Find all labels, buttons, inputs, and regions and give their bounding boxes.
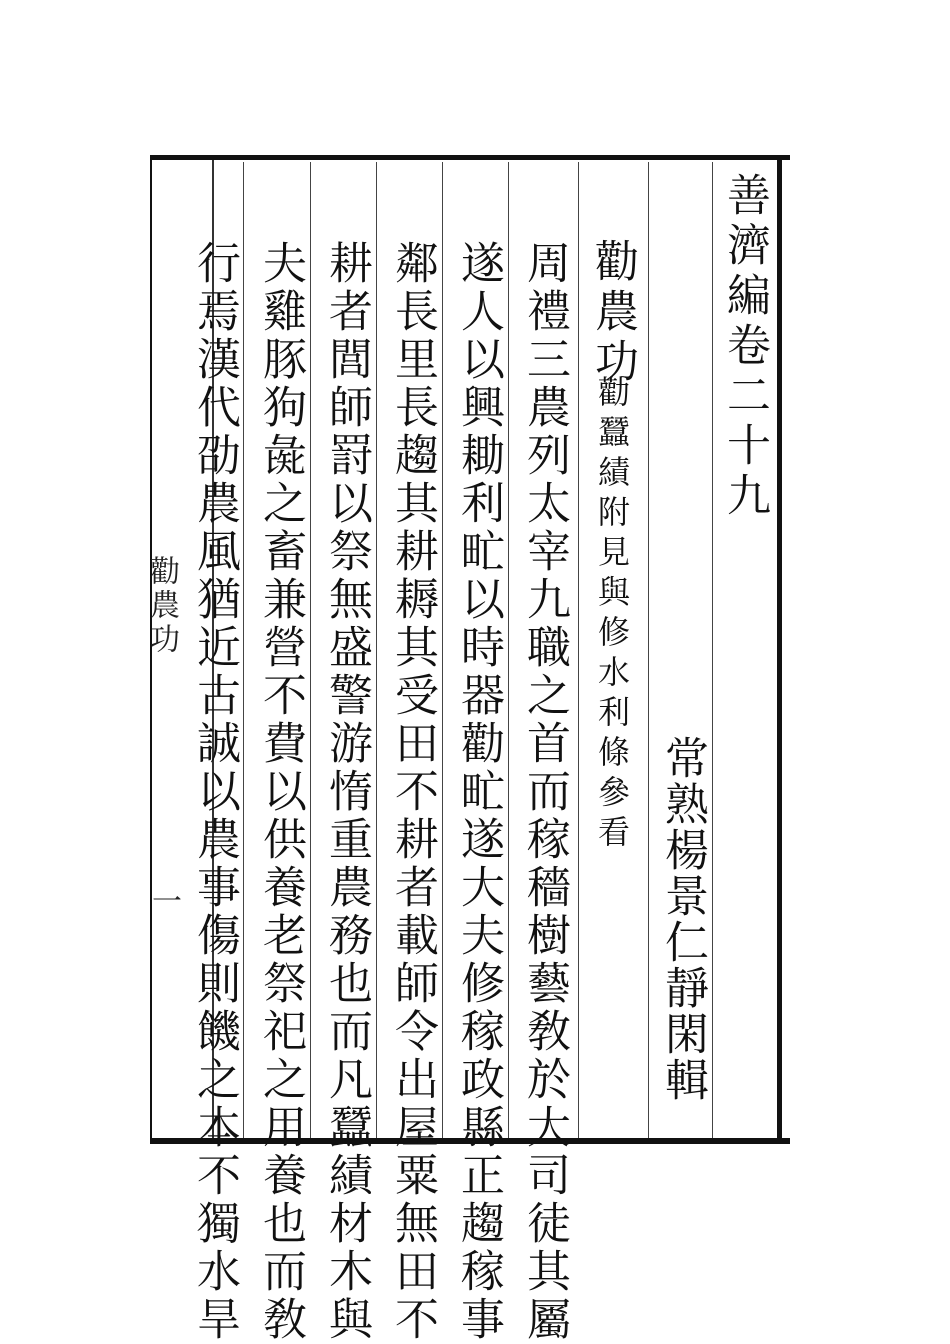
fold-margin-label: 勸農功 [144, 555, 179, 657]
column-separator [310, 162, 311, 1138]
volume-title: 善濟編卷二十九 [719, 172, 770, 522]
column-separator [376, 162, 377, 1138]
column-separator [508, 162, 509, 1138]
body-column-4: 耕者閭師罸以祭無盛警游惰重農務也而凡蠶績材木與 [321, 240, 372, 1344]
body-column-3: 鄰長里長趨其耕耨其受田不耕者載師令出屋粟無田不 [387, 240, 438, 1344]
compiler-credit: 常熟楊景仁靜閑輯 [657, 735, 708, 1103]
body-column-2: 遂人以興耡利甿以時器勸甿遂大夫修稼政縣正趨稼事 [453, 240, 504, 1344]
column-separator [712, 162, 713, 1138]
frame-right-line [777, 155, 782, 1144]
column-separator [442, 162, 443, 1138]
column-separator [648, 162, 649, 1138]
column-separator [243, 162, 244, 1138]
body-column-6: 行焉漢代劭農風猶近古誠以農事傷則饑之本不獨水旱 [189, 240, 240, 1344]
section-title: 勸農功 [587, 238, 638, 388]
section-note: 勸蠶績附見與修水利條參看 [593, 375, 631, 855]
body-column-5: 夫雞豚狗彘之畜兼營不費以供養老祭祀之用養也而敎 [255, 240, 306, 1344]
column-separator [578, 162, 579, 1138]
frame-top-line [150, 155, 790, 160]
body-column-1: 周禮三農列太宰九職之首而稼穡樹藝敎於大司徒其屬 [519, 240, 570, 1344]
page-number: 一 [146, 885, 181, 919]
